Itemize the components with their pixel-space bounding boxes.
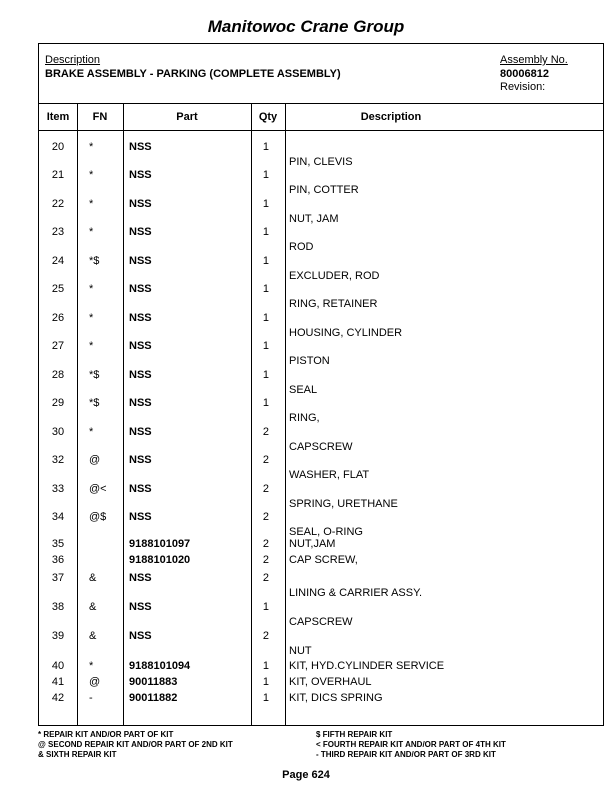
qty-cell: 1 bbox=[262, 255, 269, 267]
item-cell: 39 bbox=[51, 630, 65, 642]
fn-cell: & bbox=[89, 630, 97, 642]
page-number: Page 624 bbox=[282, 769, 330, 781]
fn-cell: & bbox=[89, 601, 97, 613]
qty-cell: 2 bbox=[262, 511, 269, 523]
part-cell: NSS bbox=[129, 226, 152, 238]
qty-cell: 2 bbox=[262, 538, 269, 550]
col-part: Part bbox=[176, 111, 198, 123]
qty-cell: 1 bbox=[262, 692, 269, 704]
item-cell: 40 bbox=[51, 660, 65, 672]
part-cell: NSS bbox=[129, 141, 152, 153]
legend-line: $ FIFTH REPAIR KIT bbox=[316, 730, 393, 739]
legend-line: & SIXTH REPAIR KIT bbox=[38, 750, 117, 759]
qty-cell: 1 bbox=[262, 169, 269, 181]
description-cell: EXCLUDER, ROD bbox=[289, 270, 380, 282]
description-cell: NUT, JAM bbox=[289, 213, 339, 225]
part-cell: NSS bbox=[129, 255, 152, 267]
part-cell: NSS bbox=[129, 511, 152, 523]
fn-cell: @ bbox=[89, 454, 101, 466]
description-cell: ROD bbox=[289, 241, 314, 253]
part-cell: NSS bbox=[129, 169, 152, 181]
qty-cell: 2 bbox=[262, 426, 269, 438]
qty-cell: 1 bbox=[262, 283, 269, 295]
part-cell: NSS bbox=[129, 454, 152, 466]
description-cell: SPRING, URETHANE bbox=[289, 498, 398, 510]
description-cell: CAPSCREW bbox=[289, 441, 353, 453]
legend-line: * REPAIR KIT AND/OR PART OF KIT bbox=[38, 730, 174, 739]
fn-cell: * bbox=[89, 226, 94, 238]
description-value: BRAKE ASSEMBLY - PARKING (COMPLETE ASSEMBLY) bbox=[45, 68, 341, 80]
col-item: Item bbox=[46, 111, 70, 123]
description-cell: PIN, CLEVIS bbox=[289, 156, 353, 168]
item-cell: 27 bbox=[51, 340, 65, 352]
fn-cell: @< bbox=[89, 483, 107, 495]
fn-cell: * bbox=[89, 283, 94, 295]
fn-cell: * bbox=[89, 340, 94, 352]
description-cell: WASHER, FLAT bbox=[289, 469, 370, 481]
assembly-header bbox=[39, 44, 603, 104]
item-cell: 28 bbox=[51, 369, 65, 381]
legend-line: @ SECOND REPAIR KIT AND/OR PART OF 2ND KIT bbox=[38, 740, 233, 749]
description-cell: RING, bbox=[289, 412, 320, 424]
fn-cell: * bbox=[89, 169, 94, 181]
description-cell: NUT,JAM bbox=[289, 538, 336, 550]
description-cell: HOUSING, CYLINDER bbox=[289, 327, 403, 339]
qty-cell: 1 bbox=[262, 397, 269, 409]
qty-cell: 1 bbox=[262, 312, 269, 324]
item-cell: 25 bbox=[51, 283, 65, 295]
fn-cell: * bbox=[89, 426, 94, 438]
item-cell: 35 bbox=[51, 538, 65, 550]
qty-cell: 2 bbox=[262, 454, 269, 466]
item-cell: 20 bbox=[51, 141, 65, 153]
item-cell: 41 bbox=[51, 676, 65, 688]
item-cell: 42 bbox=[51, 692, 65, 704]
item-cell: 37 bbox=[51, 572, 65, 584]
part-cell: 90011883 bbox=[129, 676, 178, 688]
fn-cell: - bbox=[89, 692, 93, 704]
part-cell: 90011882 bbox=[129, 692, 178, 704]
assembly-label: Assembly No. bbox=[500, 54, 568, 66]
qty-cell: 2 bbox=[262, 483, 269, 495]
col-qty: Qty bbox=[258, 111, 278, 123]
fn-cell: * bbox=[89, 141, 94, 153]
part-cell: NSS bbox=[129, 283, 152, 295]
part-cell: NSS bbox=[129, 312, 152, 324]
description-cell: KIT, OVERHAUL bbox=[289, 676, 372, 688]
fn-cell: * bbox=[89, 660, 94, 672]
fn-cell: *$ bbox=[89, 369, 100, 381]
item-cell: 29 bbox=[51, 397, 65, 409]
legend-line: < FOURTH REPAIR KIT AND/OR PART OF 4TH KIT bbox=[316, 740, 506, 749]
company-title: Manitowoc Crane Group bbox=[207, 17, 405, 36]
part-cell: NSS bbox=[129, 572, 152, 584]
assembly-value: 80006812 bbox=[500, 68, 549, 80]
legend-line: - THIRD REPAIR KIT AND/OR PART OF 3RD KIT bbox=[316, 750, 496, 759]
item-cell: 32 bbox=[51, 454, 65, 466]
part-cell: NSS bbox=[129, 198, 152, 210]
parts-table-frame bbox=[38, 43, 604, 726]
qty-cell: 1 bbox=[262, 340, 269, 352]
description-cell: SEAL, O-RING bbox=[289, 526, 363, 538]
item-cell: 24 bbox=[51, 255, 65, 267]
qty-cell: 1 bbox=[262, 676, 269, 688]
fn-cell: @ bbox=[89, 676, 101, 688]
item-cell: 30 bbox=[51, 426, 65, 438]
part-cell: NSS bbox=[129, 483, 152, 495]
revision-label: Revision: bbox=[500, 81, 546, 93]
col-fn: FN bbox=[92, 111, 108, 123]
col-description: Description bbox=[360, 111, 422, 123]
qty-cell: 2 bbox=[262, 572, 269, 584]
qty-cell: 2 bbox=[262, 554, 269, 566]
fn-cell: * bbox=[89, 312, 94, 324]
part-cell: NSS bbox=[129, 426, 152, 438]
fn-cell: @$ bbox=[89, 511, 107, 523]
column-divider bbox=[123, 104, 124, 725]
qty-cell: 1 bbox=[262, 369, 269, 381]
column-divider bbox=[285, 104, 286, 725]
part-cell: NSS bbox=[129, 369, 152, 381]
fn-cell: & bbox=[89, 572, 97, 584]
item-cell: 33 bbox=[51, 483, 65, 495]
description-cell: SEAL bbox=[289, 384, 318, 396]
legend-right bbox=[316, 730, 506, 760]
qty-cell: 1 bbox=[262, 660, 269, 672]
qty-cell: 2 bbox=[262, 630, 269, 642]
part-cell: NSS bbox=[129, 630, 152, 642]
item-cell: 36 bbox=[51, 554, 65, 566]
column-divider bbox=[77, 104, 78, 725]
qty-cell: 1 bbox=[262, 141, 269, 153]
part-cell: 9188101094 bbox=[129, 660, 191, 672]
qty-cell: 1 bbox=[262, 601, 269, 613]
item-cell: 34 bbox=[51, 511, 65, 523]
fn-cell: * bbox=[89, 198, 94, 210]
item-cell: 38 bbox=[51, 601, 65, 613]
item-cell: 22 bbox=[51, 198, 65, 210]
part-cell: NSS bbox=[129, 340, 152, 352]
fn-cell: *$ bbox=[89, 255, 100, 267]
description-cell: LINING & CARRIER ASSY. bbox=[289, 587, 423, 599]
qty-cell: 1 bbox=[262, 226, 269, 238]
part-cell: NSS bbox=[129, 601, 152, 613]
fn-cell: *$ bbox=[89, 397, 100, 409]
description-cell: CAP SCREW, bbox=[289, 554, 358, 566]
description-cell: PISTON bbox=[289, 355, 330, 367]
item-cell: 26 bbox=[51, 312, 65, 324]
part-cell: 9188101020 bbox=[129, 554, 191, 566]
part-cell: 9188101097 bbox=[129, 538, 191, 550]
description-cell: RING, RETAINER bbox=[289, 298, 378, 310]
legend-left bbox=[38, 730, 233, 760]
description-cell: KIT, DICS SPRING bbox=[289, 692, 383, 704]
qty-cell: 1 bbox=[262, 198, 269, 210]
item-cell: 23 bbox=[51, 226, 65, 238]
description-cell: KIT, HYD.CYLINDER SERVICE bbox=[289, 660, 445, 672]
description-label: Description bbox=[45, 54, 101, 66]
description-cell: PIN, COTTER bbox=[289, 184, 359, 196]
description-cell: NUT bbox=[289, 645, 312, 657]
description-cell: CAPSCREW bbox=[289, 616, 353, 628]
item-cell: 21 bbox=[51, 169, 65, 181]
part-cell: NSS bbox=[129, 397, 152, 409]
